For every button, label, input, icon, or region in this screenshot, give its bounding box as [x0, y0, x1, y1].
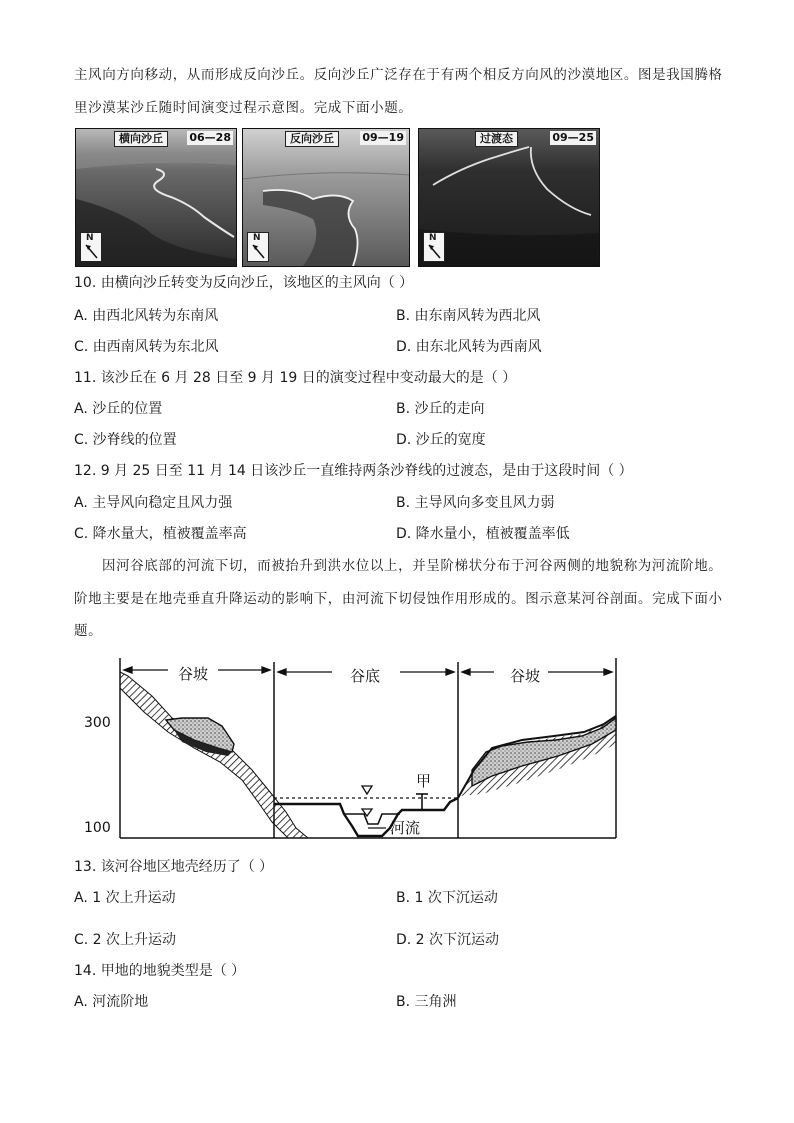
question-11-option-d: D. 沙丘的宽度 — [396, 432, 486, 448]
question-12-option-a: A. 主导风向稳定且风力强 — [74, 495, 233, 511]
dune-photo-transition — [418, 128, 600, 267]
question-13-option-d: D. 2 次下沉运动 — [396, 932, 500, 948]
question-13-option-b: B. 1 次下沉运动 — [396, 890, 498, 906]
intro-line-1: 主风向方向移动，从而形成反向沙丘。反向沙丘广泛存在于有两个相反方向风的沙漠地区。图是我国腾格 — [74, 67, 723, 83]
photo-date: 06—28 — [189, 131, 231, 144]
question-11-option-c: C. 沙脊线的位置 — [74, 432, 177, 448]
question-10-option-d: D. 由东北风转为西南风 — [396, 339, 542, 355]
question-13-option-c: C. 2 次上升运动 — [74, 932, 177, 948]
label-left-slope: 谷坡 — [178, 665, 209, 683]
question-10-stem: 10. 由横向沙丘转变为反向沙丘，该地区的主风向（ ） — [74, 275, 414, 291]
question-12-option-c: C. 降水量大，植被覆盖率高 — [74, 526, 247, 542]
question-11-option-a: A. 沙丘的位置 — [74, 401, 163, 417]
question-14-option-b: B. 三角洲 — [396, 994, 457, 1010]
question-13-stem: 13. 该河谷地区地壳经历了（ ） — [74, 859, 274, 875]
photo-date: 09—19 — [362, 131, 404, 144]
label-right-slope: 谷坡 — [510, 667, 541, 685]
north-arrow-icon: N — [423, 232, 445, 262]
question-10-option-a: A. 由西北风转为东南风 — [74, 308, 219, 324]
north-arrow-icon: N — [80, 232, 102, 262]
dune-photo-reverse — [242, 128, 410, 267]
intro-line-2: 里沙漠某沙丘随时间演变过程示意图。完成下面小题。 — [74, 100, 413, 116]
question-14-stem: 14. 甲地的地貌类型是（ ） — [74, 963, 246, 979]
photo-label: 横向沙丘 — [114, 131, 168, 147]
y-tick-300: 300 — [84, 715, 111, 731]
passage2-line-1: 因河谷底部的河流下切，而被抬升到洪水位以上，并呈阶梯状分布于河谷两侧的地貌称为河流阶地。 — [102, 558, 723, 574]
question-14-option-a: A. 河流阶地 — [74, 994, 149, 1010]
y-tick-100: 100 — [84, 820, 111, 836]
passage2-line-2: 阶地主要是在地壳垂直升降运动的影响下，由河流下切侵蚀作用形成的。图示意某河谷剖面。完成下面小 — [74, 591, 723, 607]
label-river: 河流 — [390, 819, 421, 837]
question-11-stem: 11. 该沙丘在 6 月 28 日至 9 月 19 日的演变过程中变动最大的是（ ） — [74, 370, 517, 386]
photo-label: 反向沙丘 — [285, 131, 339, 147]
river-valley-profile-diagram — [82, 652, 622, 844]
north-arrow-icon: N — [247, 232, 269, 262]
passage2-line-3: 题。 — [74, 623, 103, 639]
question-12-stem: 12. 9 月 25 日至 11 月 14 日该沙丘一直维持两条沙脊线的过渡态，是由于这段时间（ ） — [74, 463, 633, 479]
question-12-option-b: B. 主导风向多变且风力弱 — [396, 495, 555, 511]
dune-photo-transverse — [75, 128, 237, 267]
question-11-option-b: B. 沙丘的走向 — [396, 401, 485, 417]
label-valley-floor: 谷底 — [350, 667, 381, 685]
question-13-option-a: A. 1 次上升运动 — [74, 890, 176, 906]
question-12-option-d: D. 降水量小，植被覆盖率低 — [396, 526, 570, 542]
label-jia: 甲 — [416, 772, 432, 790]
photo-date: 09—25 — [552, 131, 594, 144]
question-10-option-c: C. 由西南风转为东北风 — [74, 339, 219, 355]
question-10-option-b: B. 由东南风转为西北风 — [396, 308, 541, 324]
photo-label: 过渡态 — [475, 131, 518, 147]
